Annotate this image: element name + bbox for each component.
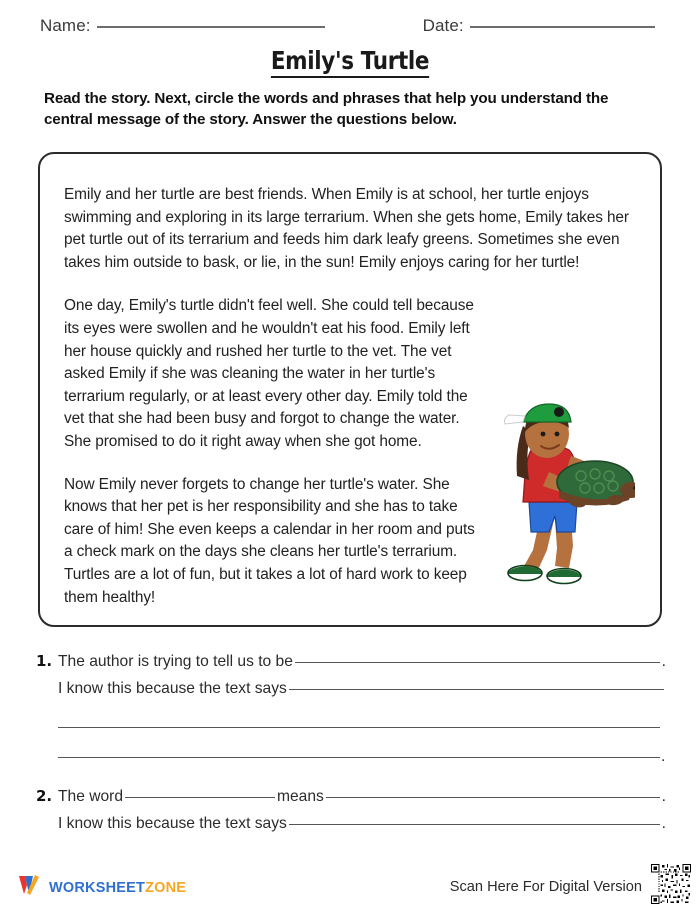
question-1-evidence-blank-3[interactable] <box>58 757 660 758</box>
question-2 <box>36 787 666 843</box>
question-1-evidence-line <box>36 680 666 708</box>
question-1-period: . <box>661 653 666 670</box>
question-1-evidence-period: . <box>661 748 666 765</box>
page-title-text: Emily's Turtle <box>271 46 429 78</box>
qr-code[interactable] <box>651 864 691 904</box>
question-2-prompt-part1: The word <box>58 788 124 805</box>
logo-word-worksheet: WORKSHEET <box>49 879 146 896</box>
question-1-prompt-line <box>36 652 666 680</box>
logo-word-zone: ZONE <box>145 879 187 896</box>
story-paragraph-1: Emily and her turtle are best friends. When Emily is at school, her turtle enjoys swimming and exploring in its large terrarium. When she gets home, Emily takes her pet turtle out of its terrarium and feeds him dark leafy greens. Sometimes she even takes him outside to bask, or lie, in the sun! Emily enjoys caring for her turtle! <box>64 186 629 271</box>
page-title <box>49 46 651 75</box>
story-paragraph-2: One day, Emily's turtle didn't feel well. She could tell because its eyes were swollen and he wouldn't eat his food. Emily left her house quickly and rushed her turtle to the vet. The vet asked Emily if she was cleaning the water in her turtle's terrarium regularly, or at least every other day. Emily told the vet that she had been busy and forgot to change the water. She promised to do it right away when she got home. <box>64 297 474 450</box>
question-2-number: 2. <box>36 787 53 805</box>
question-2-evidence-blank[interactable] <box>289 824 660 825</box>
name-input-blank[interactable] <box>97 26 325 28</box>
question-1-answer-blank[interactable] <box>295 662 660 663</box>
question-2-evidence-line <box>36 815 666 843</box>
question-2-prompt-part2: means <box>277 788 324 805</box>
question-2-word-blank[interactable] <box>125 797 275 798</box>
girl-holding-turtle-illustration <box>485 398 635 590</box>
question-1-evidence-blank-1[interactable] <box>289 689 664 690</box>
story-paragraph-3: Now Emily never forgets to change her turtle's water. She knows that her pet is her responsibility and she has to take care of him! She even keeps a calendar in her room and puts a check mark on the days she cleans her turtle's terrarium. Turtles are a lot of fun, but it takes a lot of hard work to keep them healthy! <box>64 475 475 606</box>
scan-instruction-text: Scan Here For Digital Version <box>449 879 642 895</box>
question-2-prompt-line <box>36 787 666 815</box>
worksheet-zone-logo[interactable] <box>16 872 186 903</box>
question-2-evidence-prompt: I know this because the text says <box>58 815 287 832</box>
question-2-evidence-period: . <box>661 815 666 832</box>
question-2-period: . <box>661 788 666 805</box>
question-1-prompt: The author is trying to tell us to be <box>58 653 293 670</box>
question-1-evidence-prompt: I know this because the text says <box>58 680 287 697</box>
date-label: Date: <box>422 16 464 35</box>
question-1-evidence-blank-2[interactable] <box>58 727 660 728</box>
logo-text <box>49 880 186 896</box>
question-1 <box>36 652 666 708</box>
name-label: Name: <box>40 16 91 35</box>
question-1-number: 1. <box>36 652 53 670</box>
question-2-meaning-blank[interactable] <box>326 797 660 798</box>
logo-mark-icon <box>16 872 42 903</box>
instructions-text: Read the story. Next, circle the words and phrases that help you understand the central message of the story. Answer the questions below. <box>44 90 609 128</box>
name-date-row <box>40 16 660 42</box>
date-input-blank[interactable] <box>470 26 655 28</box>
